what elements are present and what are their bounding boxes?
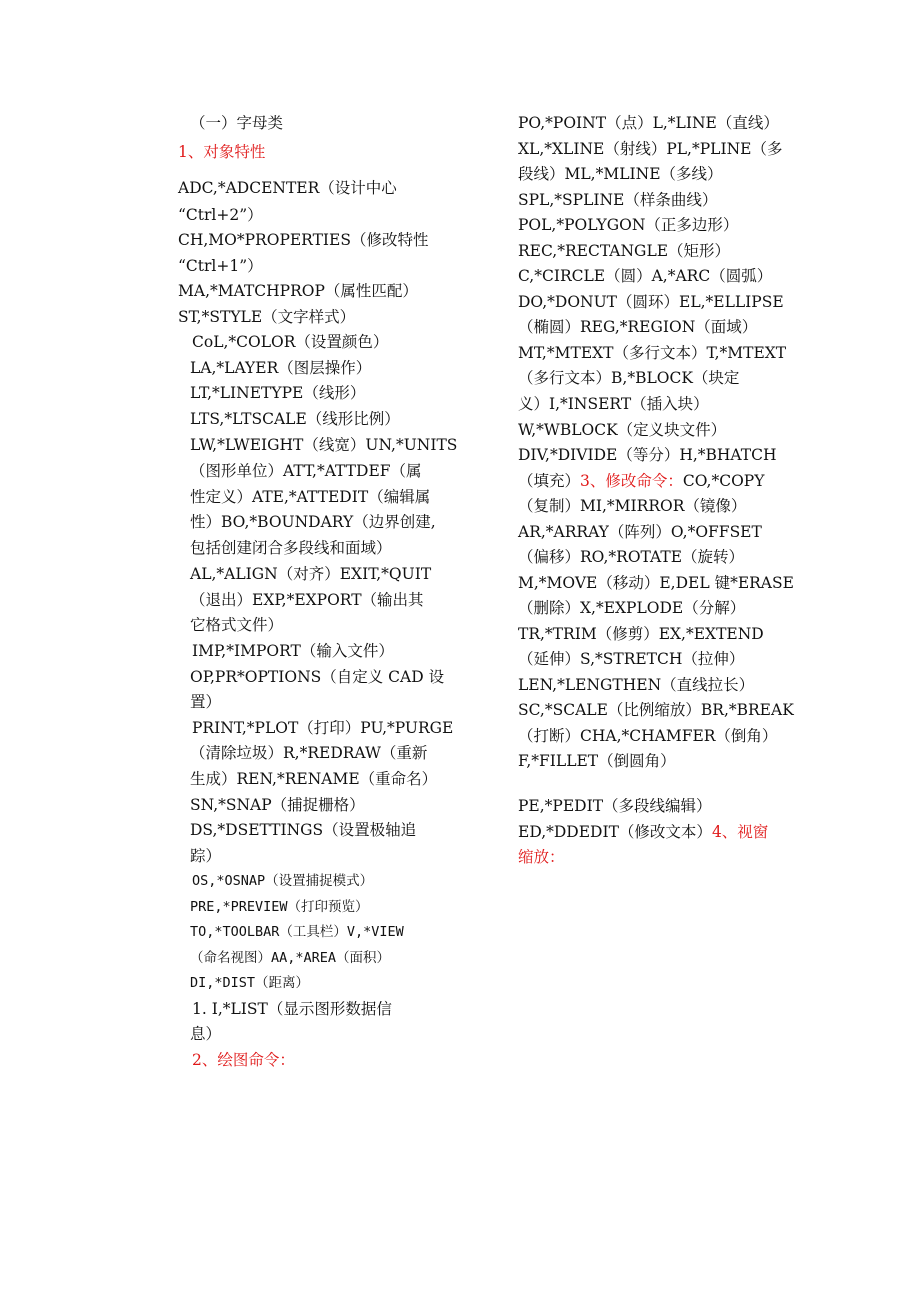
command-text: REC,*RECTANGLE（矩形） xyxy=(518,242,731,260)
command-line xyxy=(518,471,764,495)
command-line xyxy=(518,649,744,673)
command-line xyxy=(518,215,738,239)
command-line xyxy=(518,241,730,265)
command-line: CH,MO*PROPERTIES（修改特性 xyxy=(178,231,429,249)
command-text: （延伸）S,*STRETCH（拉伸） xyxy=(518,650,745,668)
section-heading: 4、视窗 xyxy=(711,823,769,841)
command-text: M,*MOVE（移动）E,DEL 键*ERASE xyxy=(518,574,794,592)
command-text: AR,*ARRAY（阵列）O,*OFFSET xyxy=(518,523,762,541)
command-text: （填充） xyxy=(518,472,581,490)
command-text: MT,*MTEXT（多行文本）T,*MTEXT xyxy=(518,344,787,362)
command-line: （图形单位）ATT,*ATTDEF（属 xyxy=(190,462,422,480)
command-text: TR,*TRIM（修剪）EX,*EXTEND xyxy=(518,625,764,643)
command-text: （多行文本）B,*BLOCK（块定 xyxy=(518,369,740,387)
command-line: 包括创建闭合多段线和面域） xyxy=(190,539,392,557)
command-line xyxy=(518,113,779,137)
command-text: PO,*POINT（点）L,*LINE（直线） xyxy=(518,114,779,132)
command-line: “Ctrl+1”） xyxy=(178,257,263,275)
command-line: 它格式文件） xyxy=(190,616,284,634)
command-line xyxy=(518,317,757,341)
command-line: （一）字母类 xyxy=(190,114,284,132)
command-line: OP,PR*OPTIONS（自定义 CAD 设 xyxy=(190,668,445,686)
command-line: IMP,*IMPORT（输入文件） xyxy=(192,642,394,660)
command-line: （清除垃圾）R,*REDRAW（重新 xyxy=(190,744,428,762)
command-line xyxy=(518,700,794,724)
command-line: （退出）EXP,*EXPORT（输出其 xyxy=(190,591,424,609)
command-text: DIV,*DIVIDE（等分）H,*BHATCH xyxy=(518,446,777,464)
command-line xyxy=(518,266,772,290)
command-text: LEN,*LENGTHEN（直线拉长） xyxy=(518,676,755,694)
command-line xyxy=(518,445,776,469)
command-line: 踪） xyxy=(190,847,222,865)
command-line: “Ctrl+2”） xyxy=(178,206,263,224)
command-line: MA,*MATCHPROP（属性匹配） xyxy=(178,282,418,300)
command-line xyxy=(518,573,794,597)
command-text: 段线）ML,*MLINE（多线） xyxy=(518,165,723,183)
command-text: （椭圆）REG,*REGION（面域） xyxy=(518,318,758,336)
command-line xyxy=(518,822,768,846)
command-line: CoL,*COLOR（设置颜色） xyxy=(192,333,389,351)
command-line xyxy=(518,190,717,214)
command-line: 1. I,*LIST（显示图形数据信 xyxy=(192,1000,392,1018)
command-line xyxy=(518,522,762,546)
command-line: （命名视图）AA,*AREA（面积） xyxy=(190,950,391,966)
command-line xyxy=(518,368,739,392)
command-text: （复制）MI,*MIRROR（镜像） xyxy=(518,497,747,515)
command-line: DS,*DSETTINGS（设置极轴追 xyxy=(190,821,417,839)
section-heading: 3、修改命令： xyxy=(580,472,683,490)
command-line: DI,*DIST（距离） xyxy=(190,975,310,991)
command-line: 生成）REN,*RENAME（重命名） xyxy=(190,770,438,788)
command-text: XL,*XLINE（射线）PL,*PLINE（多 xyxy=(518,140,783,158)
command-line xyxy=(518,343,786,367)
command-line: LTS,*LTSCALE（线形比例） xyxy=(190,410,400,428)
section-heading: 1、对象特性 xyxy=(178,143,266,161)
command-line xyxy=(518,164,723,188)
command-line: TO,*TOOLBAR（工具栏）V,*VIEW xyxy=(190,924,404,940)
command-text: 义）I,*INSERT（插入块） xyxy=(518,395,709,413)
command-line xyxy=(518,598,745,622)
command-line: LA,*LAYER（图层操作） xyxy=(190,359,372,377)
command-line: ADC,*ADCENTER（设计中心 xyxy=(178,179,397,197)
command-line xyxy=(518,139,782,163)
command-text: （删除）X,*EXPLODE（分解） xyxy=(518,599,746,617)
command-line: LW,*LWEIGHT（线宽）UN,*UNITS xyxy=(190,436,458,454)
command-text: POL,*POLYGON（正多边形） xyxy=(518,216,739,234)
command-line: SN,*SNAP（捕捉栅格） xyxy=(190,796,365,814)
command-text: W,*WBLOCK（定义块文件） xyxy=(518,421,727,439)
command-line xyxy=(518,624,764,648)
command-line: ST,*STYLE（文字样式） xyxy=(178,308,356,326)
command-text: ED,*DDEDIT（修改文本） xyxy=(518,823,712,841)
command-line xyxy=(518,292,784,316)
command-line: 息） xyxy=(190,1025,222,1043)
command-line: 置） xyxy=(190,693,222,711)
command-line: 性定义）ATE,*ATTEDIT（编辑属 xyxy=(190,488,431,506)
command-text: CO,*COPY xyxy=(682,472,765,490)
command-line xyxy=(518,847,565,871)
command-line: PRE,*PREVIEW（打印预览） xyxy=(190,899,369,915)
command-line: AL,*ALIGN（对齐）EXIT,*QUIT xyxy=(190,565,432,583)
command-line xyxy=(518,394,709,418)
command-text: SPL,*SPLINE（样条曲线） xyxy=(518,191,718,209)
command-line xyxy=(518,751,676,775)
command-text: SC,*SCALE（比例缩放）BR,*BREAK xyxy=(518,701,794,719)
command-line xyxy=(518,547,744,571)
command-line: LT,*LINETYPE（线形） xyxy=(190,384,366,402)
command-line: 性）BO,*BOUNDARY（边界创建, xyxy=(190,513,436,531)
command-text: DO,*DONUT（圆环）EL,*ELLIPSE xyxy=(518,293,784,311)
command-text: （打断）CHA,*CHAMFER（倒角） xyxy=(518,727,778,745)
command-line xyxy=(518,796,712,820)
command-text: （偏移）RO,*ROTATE（旋转） xyxy=(518,548,745,566)
command-line xyxy=(518,726,777,750)
command-text: F,*FILLET（倒圆角） xyxy=(518,752,676,770)
command-line xyxy=(518,496,746,520)
command-line xyxy=(518,420,726,444)
section-heading: 2、绘图命令： xyxy=(192,1051,295,1069)
command-line xyxy=(518,675,754,699)
command-line: PRINT,*PLOT（打印）PU,*PURGE xyxy=(192,719,454,737)
section-heading: 缩放： xyxy=(518,848,565,866)
command-text: PE,*PEDIT（多段线编辑） xyxy=(518,797,712,815)
command-text: C,*CIRCLE（圆）A,*ARC（圆弧） xyxy=(518,267,773,285)
command-line: OS,*OSNAP（设置捕捉模式） xyxy=(192,873,374,889)
